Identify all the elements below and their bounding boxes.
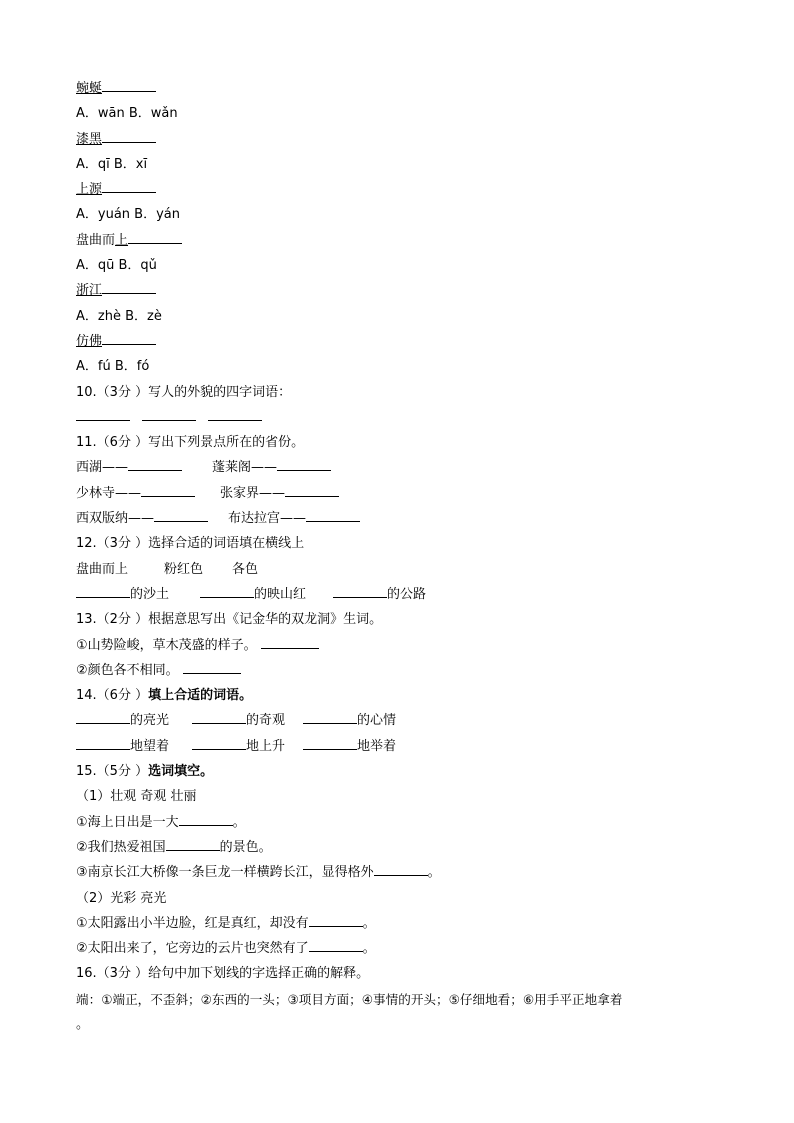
q15-heading (76, 759, 736, 784)
place-cell (212, 455, 331, 480)
fill-suffix: 的公路 (387, 586, 427, 602)
answer-blank[interactable] (179, 811, 233, 826)
place-label: 布达拉宫—— (228, 511, 307, 527)
q14-row-2 (76, 734, 736, 759)
sentence-text: 。 (362, 941, 376, 957)
answer-blank[interactable] (309, 937, 363, 952)
fill-cell (303, 734, 396, 759)
q15-part-2: （2）光彩 亮光 (76, 890, 167, 906)
fill-suffix: 的奇观 (246, 713, 286, 729)
q11-row-1 (76, 455, 736, 480)
answer-blank[interactable] (208, 406, 262, 421)
answer-blank[interactable] (142, 406, 196, 421)
word-option: 粉红色 (164, 561, 204, 577)
item-word: 浙江 (76, 283, 103, 299)
sentence-text: ②我们热爱祖国 (76, 839, 166, 855)
place-label: 张家界—— (220, 485, 286, 501)
sentence-text: 的景色。 (219, 839, 272, 855)
answer-blank[interactable] (183, 659, 241, 674)
answer-blank[interactable] (303, 735, 357, 750)
q15-sentence-1 (76, 810, 736, 835)
definition-text: ②颜色各不相同。 (76, 662, 179, 678)
place-label: 少林寺—— (76, 485, 142, 501)
item-word-3 (76, 177, 736, 202)
item-word: 上源 (76, 182, 103, 198)
answer-blank[interactable] (309, 912, 363, 927)
fill-cell (333, 582, 426, 607)
answer-blank[interactable] (261, 634, 319, 649)
sentence-text: ①太阳露出小半边脸，红是真红，却没有 (76, 915, 309, 931)
q14-instruction: 填上合适的词语。 (148, 688, 253, 704)
answer-blank[interactable] (166, 836, 220, 851)
fill-cell (303, 708, 396, 733)
q16-heading: 16.（3分 ）给句中加下划线的字选择正确的解释。 (76, 966, 370, 982)
answer-blank[interactable] (200, 583, 254, 598)
sentence-text: 。 (427, 865, 441, 881)
q15-sentence-4 (76, 911, 736, 936)
answer-blank[interactable] (303, 709, 357, 724)
q11-row-3 (76, 506, 736, 531)
q10-blanks (76, 405, 736, 430)
fill-cell (200, 582, 306, 607)
answer-blank[interactable] (76, 406, 130, 421)
place-cell (228, 506, 360, 531)
answer-blank[interactable] (102, 128, 156, 143)
definition-text: ①山势险峻，草木茂盛的样子。 (76, 637, 257, 653)
q12-fill-row (76, 582, 736, 607)
q15-number: 15.（5分 ） (76, 764, 149, 780)
q15-part-1: （1）壮观 奇观 壮丽 (76, 789, 197, 805)
fill-suffix: 的沙土 (130, 586, 170, 602)
answer-blank[interactable] (76, 735, 130, 750)
answer-blank[interactable] (277, 456, 331, 471)
place-cell (220, 481, 339, 506)
answer-blank[interactable] (306, 507, 360, 522)
answer-blank[interactable] (192, 709, 246, 724)
q13-heading: 13.（2分 ）根据意思写出《记金华的双龙洞》生词。 (76, 612, 383, 628)
item-word: 上 (115, 232, 129, 248)
answer-blank[interactable] (102, 330, 156, 345)
answer-blank[interactable] (154, 507, 208, 522)
worksheet-page (76, 76, 736, 1037)
fill-suffix: 的心情 (357, 713, 397, 729)
fill-cell (192, 708, 285, 733)
item-options-1: A．wān B．wǎn (76, 106, 178, 122)
place-label: 西湖—— (76, 460, 129, 476)
q10-heading: 10.（3分 ）写人的外貌的四字词语： (76, 384, 292, 400)
answer-blank[interactable] (102, 77, 156, 92)
answer-blank[interactable] (141, 482, 195, 497)
answer-blank[interactable] (285, 482, 339, 497)
q11-row-2 (76, 481, 736, 506)
q15-instruction: 选词填空。 (148, 764, 214, 780)
q14-number: 14.（6分 ） (76, 688, 149, 704)
item-options-3: A．yuán B．yán (76, 207, 180, 223)
q16-tail: 。 (76, 1016, 90, 1032)
item-options-4: A．qū B．qǔ (76, 258, 157, 274)
q14-heading (76, 683, 736, 708)
word-option: 各色 (232, 561, 259, 577)
q13-line-2 (76, 658, 736, 683)
fill-suffix: 地上升 (246, 738, 286, 754)
answer-blank[interactable] (102, 178, 156, 193)
answer-blank[interactable] (76, 709, 130, 724)
q15-sentence-3 (76, 860, 736, 885)
q11-heading: 11.（6分 ）写出下列景点所在的省份。 (76, 435, 305, 451)
q16-definitions: 端：①端正，不歪斜；②东西的一头；③项目方面；④事情的开头；⑤仔细地看；⑥用手平正地拿着 (76, 991, 623, 1007)
q13-line-1 (76, 633, 736, 658)
item-word-1 (76, 76, 736, 101)
item-word: 仿佛 (76, 333, 103, 349)
answer-blank[interactable] (102, 279, 156, 294)
fill-suffix: 地望着 (130, 738, 170, 754)
fill-suffix: 的映山红 (254, 586, 307, 602)
q12-heading: 12.（3分 ）选择合适的词语填在横线上 (76, 536, 305, 552)
item-word-6 (76, 329, 736, 354)
sentence-text: 。 (362, 915, 376, 931)
answer-blank[interactable] (128, 456, 182, 471)
item-word-2 (76, 127, 736, 152)
item-word-4 (76, 228, 736, 253)
fill-suffix: 的亮光 (130, 713, 170, 729)
q14-row-1 (76, 708, 736, 733)
q12-word-bank (76, 557, 736, 582)
sentence-text: 。 (232, 814, 246, 830)
word-option: 盘曲而上 (76, 561, 129, 577)
item-options-6: A．fú B．fó (76, 359, 150, 375)
item-options-5: A．zhè B．zè (76, 308, 162, 324)
place-label: 蓬莱阁—— (212, 460, 278, 476)
item-word: 漆黑 (76, 131, 103, 147)
fill-cell (192, 734, 285, 759)
answer-blank[interactable] (128, 229, 182, 244)
item-word-prefix: 盘曲而 (76, 232, 116, 248)
q15-sentence-5 (76, 936, 736, 961)
sentence-text: ③南京长江大桥像一条巨龙一样横跨长江，显得格外 (76, 865, 374, 881)
fill-suffix: 地举着 (357, 738, 397, 754)
q15-sentence-2 (76, 835, 736, 860)
sentence-text: ①海上日出是一大 (76, 814, 179, 830)
answer-blank[interactable] (192, 735, 246, 750)
item-word-5 (76, 278, 736, 303)
answer-blank[interactable] (76, 583, 130, 598)
place-label: 西双版纳—— (76, 511, 155, 527)
item-options-2: A．qī B．xī (76, 156, 148, 172)
sentence-text: ②太阳出来了，它旁边的云片也突然有了 (76, 941, 309, 957)
answer-blank[interactable] (374, 861, 428, 876)
item-word: 蜿蜒 (76, 81, 103, 96)
answer-blank[interactable] (333, 583, 387, 598)
